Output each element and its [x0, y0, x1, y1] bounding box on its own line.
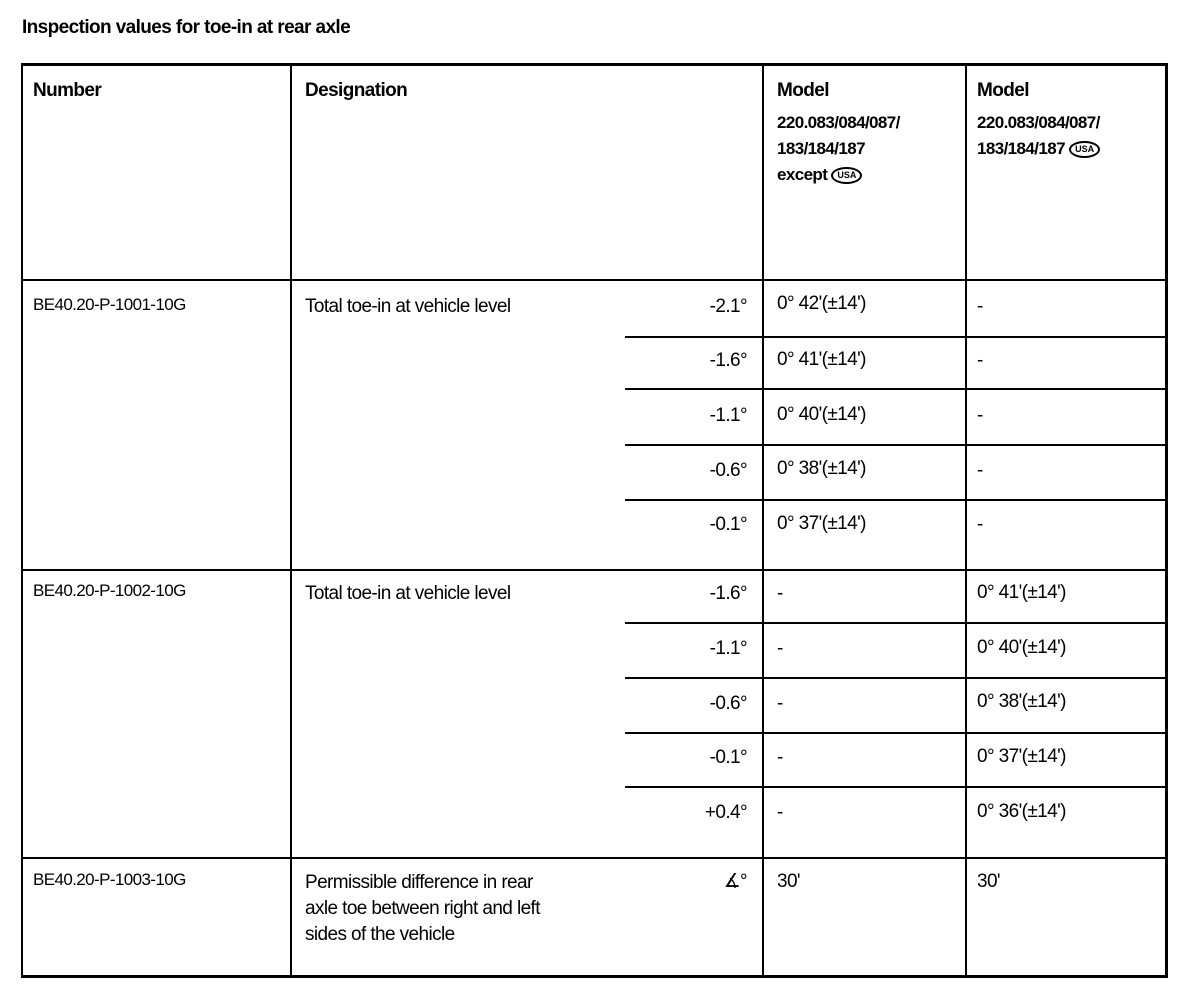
usa-badge-icon: USA	[1069, 141, 1100, 158]
column-divider	[290, 63, 292, 978]
row-designation: Total toe-in at vehicle level	[305, 583, 511, 604]
row-model-b-value: 0° 41'(±14')	[977, 582, 1066, 603]
row-divider	[625, 499, 1168, 501]
row-angle: ∡°	[723, 871, 747, 892]
row-model-b-value: -	[977, 296, 983, 317]
row-model-b-value: -	[977, 350, 983, 371]
usa-badge-icon: USA	[831, 167, 862, 184]
row-divider	[21, 279, 1168, 281]
row-divider	[625, 732, 1168, 734]
header-model-b-spec2	[977, 136, 1100, 162]
header-model-a-spec: 220.083/084/087/	[777, 113, 900, 132]
row-model-b-value: 0° 38'(±14')	[977, 691, 1066, 712]
row-model-a-value: -	[777, 747, 783, 768]
row-model-a-value: 0° 42'(±14')	[777, 293, 866, 314]
row-divider	[625, 388, 1168, 390]
row-model-b-value: 0° 40'(±14')	[977, 637, 1066, 658]
row-angle: -1.1°	[709, 405, 747, 426]
row-model-b-value: -	[977, 460, 983, 481]
row-model-b-value: 30'	[977, 871, 1000, 892]
row-angle: -0.1°	[709, 747, 747, 768]
row-model-b-value: -	[977, 514, 983, 535]
row-designation: Permissible difference in rear	[305, 872, 533, 893]
row-angle: -0.6°	[709, 693, 747, 714]
row-model-b-value: -	[977, 405, 983, 426]
header-model-a: Model	[777, 80, 829, 101]
row-angle: +0.4°	[704, 802, 747, 823]
table-border-bottom	[21, 975, 1168, 978]
header-model-a-except	[777, 162, 862, 188]
row-divider	[625, 444, 1168, 446]
row-model-a-value: 0° 38'(±14')	[777, 458, 866, 479]
header-designation: Designation	[305, 80, 408, 101]
row-divider	[625, 622, 1168, 624]
row-model-a-value: -	[777, 583, 783, 604]
row-model-a-value: 0° 40'(±14')	[777, 404, 866, 425]
row-designation: sides of the vehicle	[305, 924, 455, 945]
row-divider	[625, 677, 1168, 679]
row-angle: -1.1°	[709, 638, 747, 659]
row-angle: -2.1°	[709, 296, 747, 317]
header-model-a-spec2: 183/184/187	[777, 139, 865, 158]
row-divider	[21, 857, 1168, 859]
table-border-right	[1165, 63, 1168, 978]
row-designation: Total toe-in at vehicle level	[305, 296, 511, 317]
row-designation: axle toe between right and left	[305, 898, 540, 919]
row-model-a-value: 0° 37'(±14')	[777, 513, 866, 534]
row-model-a-value: 0° 41'(±14')	[777, 349, 866, 370]
row-number: BE40.20-P-1003-10G	[33, 870, 186, 889]
row-divider	[625, 336, 1168, 338]
page-title: Inspection values for toe-in at rear axle	[22, 17, 351, 38]
model-b-spec2-label: 183/184/187	[977, 139, 1065, 158]
row-divider	[21, 569, 1168, 571]
header-number: Number	[33, 80, 102, 101]
table-border-top	[21, 63, 1168, 66]
row-angle: -1.6°	[709, 583, 747, 604]
column-divider	[762, 63, 764, 978]
row-model-b-value: 0° 37'(±14')	[977, 746, 1066, 767]
row-number: BE40.20-P-1002-10G	[33, 581, 186, 600]
row-model-a-value: -	[777, 802, 783, 823]
row-model-a-value: -	[777, 693, 783, 714]
except-label: except	[777, 165, 828, 184]
row-angle: -1.6°	[709, 350, 747, 371]
row-model-b-value: 0° 36'(±14')	[977, 801, 1066, 822]
row-angle: -0.6°	[709, 460, 747, 481]
row-angle: -0.1°	[709, 514, 747, 535]
header-model-b: Model	[977, 80, 1029, 101]
header-model-b-spec: 220.083/084/087/	[977, 113, 1100, 132]
row-number: BE40.20-P-1001-10G	[33, 295, 186, 314]
column-divider	[965, 63, 967, 978]
table-border-left	[21, 63, 23, 978]
row-model-a-value: 30'	[777, 871, 800, 892]
row-divider	[625, 786, 1168, 788]
row-model-a-value: -	[777, 638, 783, 659]
